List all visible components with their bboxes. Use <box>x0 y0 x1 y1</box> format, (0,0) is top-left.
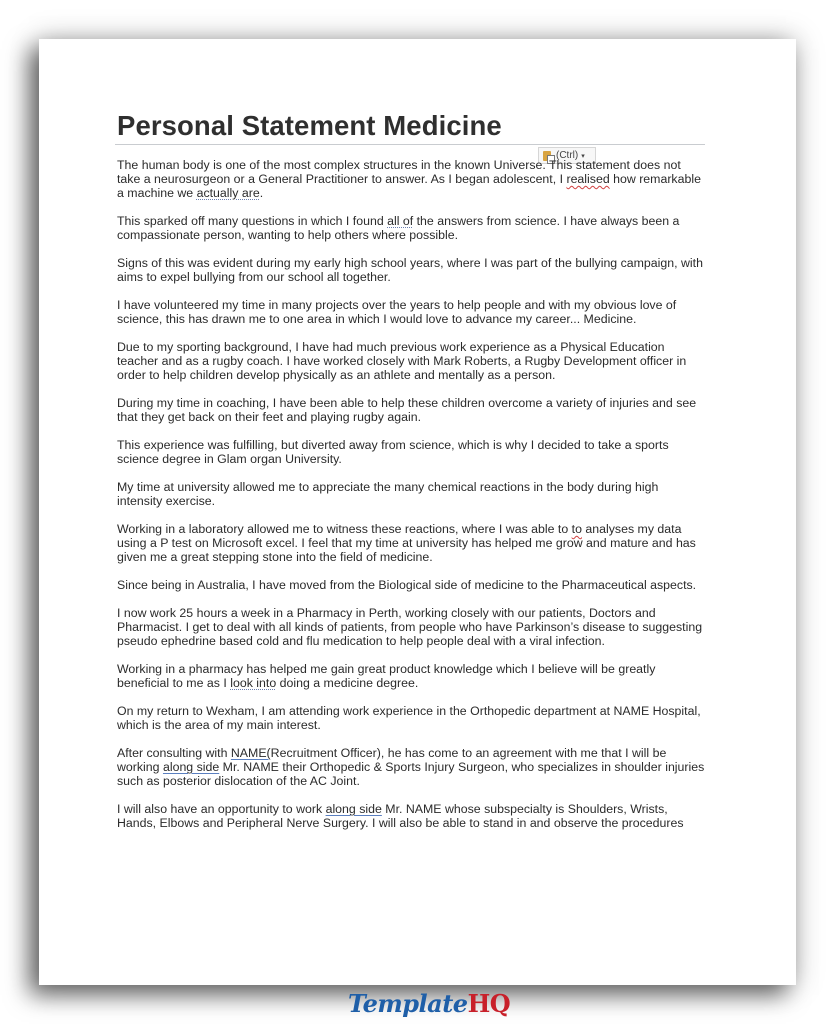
text-run: I will also have an opportunity to work <box>117 802 326 816</box>
text-run: On my return to Wexham, I am attending work experience in the Orthopedic department at NAME Hospital, which is the area of my main interest. <box>117 704 701 732</box>
logo-part-hq: HQ <box>467 989 511 1018</box>
style-flagged-text[interactable]: NAME( <box>230 746 271 760</box>
style-flagged-text[interactable]: along side <box>325 802 382 816</box>
style-flagged-text[interactable]: along side <box>162 760 220 774</box>
text-run: The human body is one of the most complex structures in the known Universe. This statement does not take a neurosurgeon or a General Practitioner to answer. As I began adolescent, I <box>117 158 681 186</box>
spelling-flagged-text[interactable]: to <box>571 522 582 536</box>
text-run: I have volunteered my time in many projects over the years to help people and with my obvious love of science, this has drawn me to one area in which I would love to advance my career... Medicine. <box>117 298 677 326</box>
paragraph <box>117 802 707 830</box>
paragraph <box>117 298 707 326</box>
paragraph <box>117 340 707 382</box>
text-run: the answers from science. I have always been a compassionate person, wanting to help others where possible. <box>117 214 680 242</box>
templatehq-logo <box>348 989 510 1019</box>
text-run: . <box>259 186 264 200</box>
title-divider <box>115 144 705 145</box>
text-run: This sparked off many questions in which I found <box>117 214 388 228</box>
grammar-flagged-text[interactable]: look into <box>230 676 277 690</box>
document-body[interactable] <box>117 158 707 844</box>
text-run: Due to my sporting background, I have had much previous work experience as a Physical Education teacher and as a rugby coach. I have worked closely with Mark Roberts, a Rugby Development officer in order to help children develop physically as an athlete and mentally as a person. <box>117 340 687 382</box>
paragraph <box>117 438 707 466</box>
text-run: During my time in coaching, I have been able to help these children overcome a variety of injuries and see that they get back on their feet and playing rugby again. <box>117 396 697 424</box>
paste-options-label: (Ctrl) <box>556 150 579 161</box>
text-run: Working in a laboratory allowed me to witness these reactions, where I was able to <box>117 522 572 536</box>
paragraph <box>117 396 707 424</box>
paragraph <box>117 522 707 564</box>
logo-part-template: Template <box>348 989 468 1018</box>
spelling-flagged-text[interactable]: realised <box>566 172 610 186</box>
paragraph <box>117 746 707 788</box>
text-run: Working in a pharmacy has helped me gain great product knowledge which I believe will be greatly beneficial to me as I <box>117 662 656 690</box>
chevron-down-icon: ▾ <box>581 152 585 160</box>
paragraph <box>117 480 707 508</box>
text-run: I now work 25 hours a week in a Pharmacy in Perth, working closely with our patients, Doctors and Pharmacist. I get to deal with all kinds of patients, from people who have Parkinson’s disease to suggesting pseudo ephedrine based cold and flu medication to help people deal with a viral infection. <box>117 606 703 648</box>
paragraph <box>117 256 707 284</box>
paragraph <box>117 662 707 690</box>
paragraph <box>117 158 707 200</box>
text-run: Signs of this was evident during my early high school years, where I was part of the bullying campaign, with aims to expel bullying from our school all together. <box>117 256 703 284</box>
text-run: doing a medicine degree. <box>276 676 419 690</box>
paragraph <box>117 214 707 242</box>
text-run: After consulting with <box>117 746 231 760</box>
paragraph <box>117 606 707 648</box>
text-run: My time at university allowed me to appreciate the many chemical reactions in the body during high intensity exercise. <box>117 480 659 508</box>
grammar-flagged-text[interactable]: all of <box>387 214 414 228</box>
paragraph <box>117 578 707 592</box>
text-run: how remarkable a machine we <box>117 172 701 200</box>
text-run: Recruitment Officer), he has come to an agreement with me that I will be working <box>117 746 667 774</box>
text-run: Since being in Australia, I have moved from the Biological side of medicine to the Pharmaceutical aspects. <box>117 578 697 592</box>
text-run: Mr. NAME whose subspecialty is Shoulders, Wrists, Hands, Elbows and Peripheral Nerve Surgery. I will also be able to stand in and observe the procedures <box>117 802 684 830</box>
paragraph <box>117 704 707 732</box>
document-title: Personal Statement Medicine <box>117 110 502 141</box>
grammar-flagged-text[interactable]: actually are <box>196 186 260 200</box>
text-run: Mr. NAME their Orthopedic & Sports Injury Surgeon, who specializes in shoulder injuries such as posterior dislocation of the AC Joint. <box>117 760 705 788</box>
text-run: analyses my data using a P test on Microsoft excel. I feel that my time at university has helped me grow and mature and has given me a great stepping stone into the field of medicine. <box>117 522 696 564</box>
text-run: This experience was fulfilling, but diverted away from science, which is why I decided to take a sports science degree in Glam organ University. <box>117 438 669 466</box>
